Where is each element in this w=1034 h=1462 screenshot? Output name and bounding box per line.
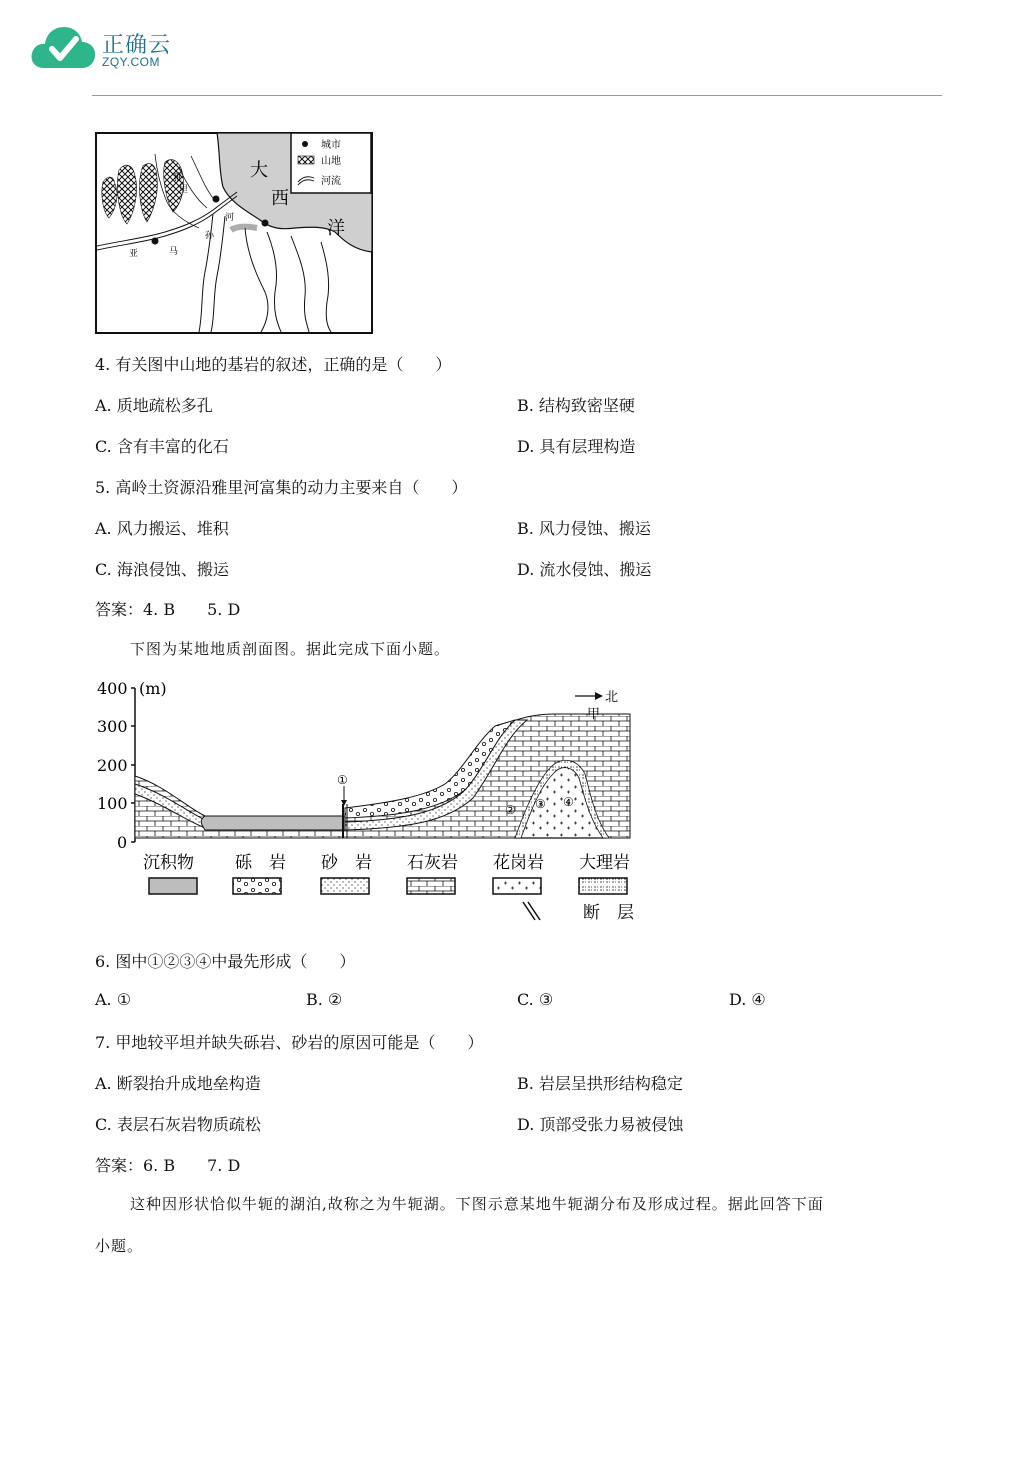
fault-symbol-icon <box>523 902 540 920</box>
location-jia-label: 甲 <box>587 707 601 722</box>
river-label: 里 <box>179 185 189 195</box>
y-tick-label: 400 <box>97 679 128 698</box>
brand-name: 正确云 <box>102 33 172 58</box>
legend-mountain: 山地 <box>321 156 341 167</box>
marker-3: ③ <box>535 797 546 811</box>
ocean-label: 大 <box>250 160 268 181</box>
answer-4-5: 答案：4. B 5. D <box>95 600 241 619</box>
river-label: 马 <box>169 247 179 257</box>
ocean-label: 洋 <box>327 218 345 239</box>
marker-1: ① <box>337 773 348 787</box>
q4-option-c: C. 含有丰富的化石 <box>95 437 229 456</box>
ocean-label: 西 <box>271 188 289 209</box>
question-5-stem: 5. 高岭土资源沿雅里河富集的动力主要来自（ ） <box>95 478 468 497</box>
city-dot-icon <box>262 220 269 227</box>
q6-option-c: C. ③ <box>517 990 554 1009</box>
geologic-section-figure <box>95 676 645 924</box>
y-tick-label: 0 <box>117 833 128 852</box>
q6-option-d: D. ④ <box>729 990 766 1009</box>
q5-option-a: A. 风力搬运、堆积 <box>95 519 229 538</box>
q7-option-d: D. 顶部受张力易被侵蚀 <box>517 1115 684 1134</box>
river-label: 亚 <box>129 249 139 259</box>
header-divider <box>92 95 942 96</box>
city-dot-icon <box>302 141 308 147</box>
q5-option-d: D. 流水侵蚀、搬运 <box>517 560 652 579</box>
q6-option-a: A. ① <box>95 990 132 1009</box>
legend-fault: 断 层 <box>583 903 634 923</box>
y-tick-label: 100 <box>97 794 128 813</box>
river-label: 河 <box>225 213 235 223</box>
q4-option-a: A. 质地疏松多孔 <box>95 396 213 415</box>
q7-option-a: A. 断裂抬升成地垒构造 <box>95 1074 261 1093</box>
intro-geologic-section: 下图为某地地质剖面图。据此完成下面小题。 <box>130 640 451 658</box>
legend-city: 城市 <box>321 140 341 151</box>
marker-2: ② <box>505 803 516 817</box>
q5-option-b: B. 风力侵蚀、搬运 <box>517 519 651 538</box>
question-4-stem: 4. 有关图中山地的基岩的叙述，正确的是（ ） <box>95 355 452 374</box>
city-dot-icon <box>213 196 220 203</box>
q6-option-b: B. ② <box>306 990 343 1009</box>
legend-sandstone: 砂 岩 <box>321 853 372 873</box>
intro-oxbow-lake-cont: 小题。 <box>95 1237 144 1255</box>
legend-marble: 大理岩 <box>579 853 630 873</box>
q7-option-b: B. 岩层呈拱形结构稳定 <box>517 1074 683 1093</box>
river-label: 雅 <box>173 173 183 183</box>
question-6-stem: 6. 图中①②③④中最先形成（ ） <box>95 952 356 971</box>
legend-river: 河流 <box>321 176 341 187</box>
north-label: 北 <box>605 690 619 705</box>
cloud-check-icon <box>30 22 98 74</box>
answer-6-7: 答案：6. B 7. D <box>95 1156 241 1175</box>
brand-domain: ZQY.COM <box>102 55 160 69</box>
q4-option-b: B. 结构致密坚硬 <box>517 396 635 415</box>
q7-option-c: C. 表层石灰岩物质疏松 <box>95 1115 261 1134</box>
legend-limestone: 石灰岩 <box>407 853 458 873</box>
intro-oxbow-lake: 这种因形状恰似牛轭的湖泊,故称之为牛轭湖。下图示意某地牛轭湖分布及形成过程。据此回答下面 <box>130 1195 824 1213</box>
y-unit-label: (m) <box>139 679 167 698</box>
y-tick-label: 200 <box>97 756 128 775</box>
y-tick-label: 300 <box>97 717 128 736</box>
amazon-map-figure <box>95 132 373 334</box>
legend-conglomerate: 砾 岩 <box>235 853 286 873</box>
legend-granite: 花岗岩 <box>493 853 544 873</box>
marker-4: ④ <box>563 795 574 809</box>
q5-option-c: C. 海浪侵蚀、搬运 <box>95 560 229 579</box>
city-dot-icon <box>152 238 159 245</box>
river-label: 孙 <box>205 231 215 241</box>
q4-option-d: D. 具有层理构造 <box>517 437 636 456</box>
brand-logo <box>30 22 190 74</box>
legend-sediment: 沉积物 <box>143 853 194 873</box>
mountain-swatch-icon <box>298 156 314 164</box>
question-7-stem: 7. 甲地较平坦并缺失砾岩、砂岩的原因可能是（ ） <box>95 1033 484 1052</box>
